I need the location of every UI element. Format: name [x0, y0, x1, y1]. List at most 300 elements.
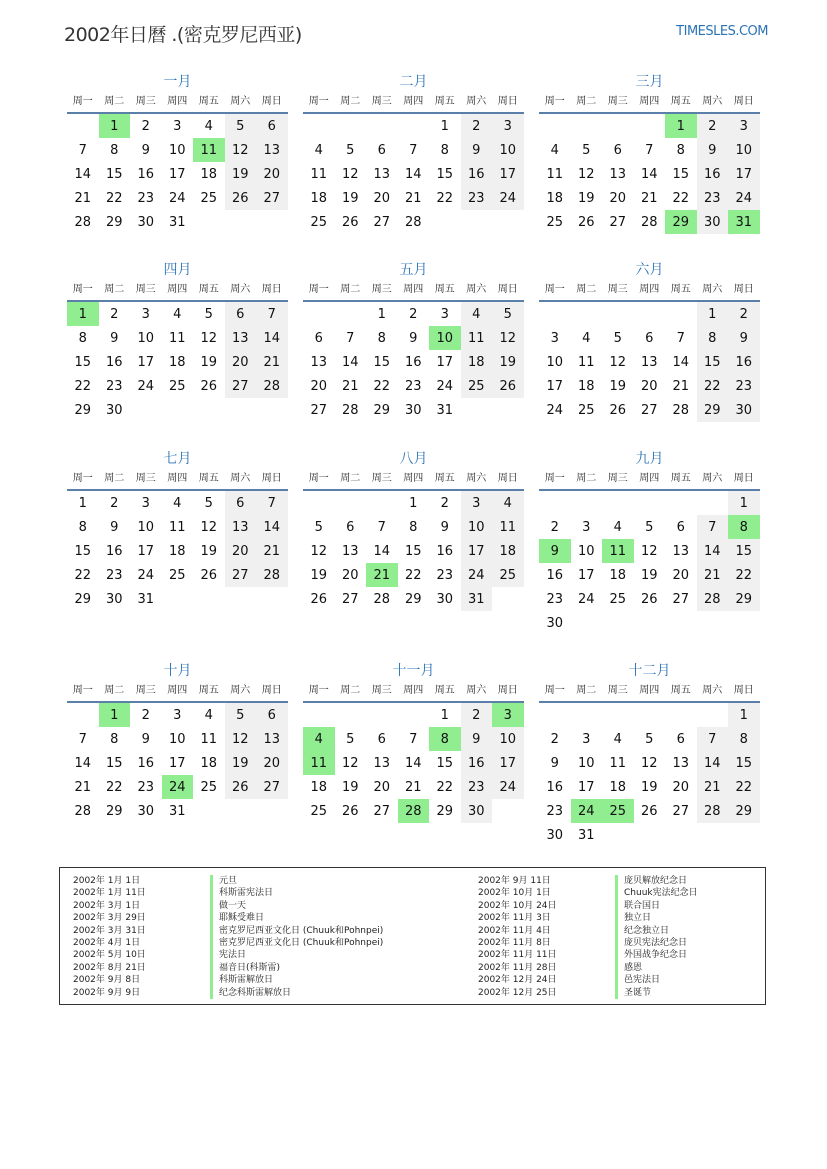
day-cell[interactable]: 23: [461, 775, 493, 799]
day-cell[interactable]: 24: [492, 775, 524, 799]
day-cell[interactable]: 22: [728, 563, 760, 587]
day-cell[interactable]: 20: [373, 190, 391, 206]
day-cell[interactable]: 12: [640, 755, 658, 771]
day-cell[interactable]: 18: [200, 166, 218, 182]
day-cell[interactable]: 16: [436, 543, 454, 559]
holiday-day-cell[interactable]: 9: [539, 539, 571, 563]
holiday-day-cell[interactable]: 8: [429, 727, 461, 751]
day-cell[interactable]: 26: [609, 402, 627, 418]
day-cell[interactable]: 17: [137, 543, 155, 559]
day-cell[interactable]: 10: [137, 519, 155, 535]
day-cell[interactable]: 24: [492, 186, 524, 210]
day-cell[interactable]: 20: [256, 751, 288, 775]
holiday-day-cell[interactable]: 1: [99, 703, 131, 727]
day-cell[interactable]: 26: [640, 591, 658, 607]
day-cell[interactable]: 30: [546, 827, 564, 843]
day-cell[interactable]: 27: [256, 186, 288, 210]
day-cell[interactable]: 15: [672, 166, 690, 182]
day-cell[interactable]: 14: [640, 166, 658, 182]
day-cell[interactable]: 9: [728, 326, 760, 350]
day-cell[interactable]: 12: [200, 519, 218, 535]
day-cell[interactable]: 7: [377, 519, 386, 535]
day-cell[interactable]: 12: [310, 543, 328, 559]
day-cell[interactable]: 14: [672, 354, 690, 370]
day-cell[interactable]: 11: [168, 330, 186, 346]
day-cell[interactable]: 22: [697, 374, 729, 398]
day-cell[interactable]: 6: [676, 519, 685, 535]
day-cell[interactable]: 11: [168, 519, 186, 535]
day-cell[interactable]: 3: [492, 114, 524, 138]
day-cell[interactable]: 26: [310, 591, 328, 607]
holiday-day-cell[interactable]: 21: [366, 563, 398, 587]
day-cell[interactable]: 26: [200, 567, 218, 583]
day-cell[interactable]: 26: [577, 214, 595, 230]
day-cell[interactable]: 11: [310, 166, 328, 182]
day-cell[interactable]: 14: [256, 515, 288, 539]
day-cell[interactable]: 2: [697, 114, 729, 138]
day-cell[interactable]: 18: [168, 543, 186, 559]
day-cell[interactable]: 18: [200, 755, 218, 771]
day-cell[interactable]: 27: [672, 803, 690, 819]
day-cell[interactable]: 8: [409, 519, 418, 535]
day-cell[interactable]: 3: [461, 491, 493, 515]
day-cell[interactable]: 29: [105, 803, 123, 819]
day-cell[interactable]: 23: [105, 567, 123, 583]
day-cell[interactable]: 25: [461, 374, 493, 398]
day-cell[interactable]: 25: [168, 378, 186, 394]
holiday-day-cell[interactable]: 11: [602, 539, 634, 563]
day-cell[interactable]: 14: [697, 539, 729, 563]
day-cell[interactable]: 3: [728, 114, 760, 138]
day-cell[interactable]: 16: [137, 166, 155, 182]
day-cell[interactable]: 23: [461, 186, 493, 210]
day-cell[interactable]: 30: [436, 591, 454, 607]
day-cell[interactable]: 2: [141, 707, 150, 723]
day-cell[interactable]: 22: [74, 378, 92, 394]
day-cell[interactable]: 27: [341, 591, 359, 607]
day-cell[interactable]: 18: [310, 190, 328, 206]
day-cell[interactable]: 29: [404, 591, 422, 607]
day-cell[interactable]: 21: [341, 378, 359, 394]
day-cell[interactable]: 7: [256, 491, 288, 515]
day-cell[interactable]: 29: [436, 803, 454, 819]
day-cell[interactable]: 24: [168, 190, 186, 206]
day-cell[interactable]: 7: [676, 330, 685, 346]
day-cell[interactable]: 9: [461, 138, 493, 162]
day-cell[interactable]: 28: [256, 374, 288, 398]
day-cell[interactable]: 12: [225, 138, 257, 162]
day-cell[interactable]: 16: [105, 354, 123, 370]
day-cell[interactable]: 30: [105, 591, 123, 607]
day-cell[interactable]: 20: [310, 378, 328, 394]
day-cell[interactable]: 13: [225, 515, 257, 539]
day-cell[interactable]: 2: [110, 495, 119, 511]
day-cell[interactable]: 23: [546, 591, 564, 607]
day-cell[interactable]: 7: [645, 142, 654, 158]
day-cell[interactable]: 14: [341, 354, 359, 370]
day-cell[interactable]: 3: [141, 306, 150, 322]
day-cell[interactable]: 30: [461, 799, 493, 823]
day-cell[interactable]: 9: [141, 731, 150, 747]
day-cell[interactable]: 19: [225, 162, 257, 186]
holiday-day-cell[interactable]: 3: [492, 703, 524, 727]
day-cell[interactable]: 22: [373, 378, 391, 394]
day-cell[interactable]: 7: [697, 727, 729, 751]
day-cell[interactable]: 23: [105, 378, 123, 394]
day-cell[interactable]: 2: [461, 114, 493, 138]
day-cell[interactable]: 6: [377, 731, 386, 747]
day-cell[interactable]: 28: [341, 402, 359, 418]
day-cell[interactable]: 17: [436, 354, 454, 370]
day-cell[interactable]: 9: [461, 727, 493, 751]
day-cell[interactable]: 22: [404, 567, 422, 583]
day-cell[interactable]: 7: [256, 302, 288, 326]
day-cell[interactable]: 31: [577, 827, 595, 843]
day-cell[interactable]: 5: [346, 731, 355, 747]
day-cell[interactable]: 28: [373, 591, 391, 607]
day-cell[interactable]: 1: [440, 707, 449, 723]
day-cell[interactable]: 1: [377, 306, 386, 322]
day-cell[interactable]: 23: [546, 803, 564, 819]
day-cell[interactable]: 13: [373, 166, 391, 182]
day-cell[interactable]: 6: [676, 731, 685, 747]
day-cell[interactable]: 19: [341, 190, 359, 206]
day-cell[interactable]: 15: [105, 166, 123, 182]
day-cell[interactable]: 5: [582, 142, 591, 158]
day-cell[interactable]: 10: [728, 138, 760, 162]
day-cell[interactable]: 7: [697, 515, 729, 539]
day-cell[interactable]: 6: [377, 142, 386, 158]
day-cell[interactable]: 18: [609, 567, 627, 583]
day-cell[interactable]: 11: [492, 515, 524, 539]
day-cell[interactable]: 28: [672, 402, 690, 418]
day-cell[interactable]: 30: [546, 615, 564, 631]
holiday-day-cell[interactable]: 28: [398, 799, 430, 823]
day-cell[interactable]: 21: [697, 775, 729, 799]
day-cell[interactable]: 23: [728, 374, 760, 398]
day-cell[interactable]: 11: [577, 354, 595, 370]
day-cell[interactable]: 22: [105, 779, 123, 795]
day-cell[interactable]: 6: [225, 302, 257, 326]
day-cell[interactable]: 29: [74, 591, 92, 607]
day-cell[interactable]: 14: [74, 166, 92, 182]
day-cell[interactable]: 12: [341, 755, 359, 771]
day-cell[interactable]: 15: [728, 751, 760, 775]
day-cell[interactable]: 13: [640, 354, 658, 370]
day-cell[interactable]: 5: [225, 114, 257, 138]
day-cell[interactable]: 2: [461, 703, 493, 727]
day-cell[interactable]: 17: [546, 378, 564, 394]
day-cell[interactable]: 28: [640, 214, 658, 230]
day-cell[interactable]: 9: [697, 138, 729, 162]
day-cell[interactable]: 24: [137, 567, 155, 583]
day-cell[interactable]: 3: [173, 118, 182, 134]
day-cell[interactable]: 4: [492, 491, 524, 515]
day-cell[interactable]: 19: [200, 543, 218, 559]
day-cell[interactable]: 29: [74, 402, 92, 418]
day-cell[interactable]: 18: [609, 779, 627, 795]
day-cell[interactable]: 27: [225, 563, 257, 587]
day-cell[interactable]: 31: [461, 587, 493, 611]
day-cell[interactable]: 4: [314, 142, 323, 158]
day-cell[interactable]: 27: [310, 402, 328, 418]
day-cell[interactable]: 5: [645, 519, 654, 535]
day-cell[interactable]: 1: [728, 491, 760, 515]
day-cell[interactable]: 21: [256, 350, 288, 374]
day-cell[interactable]: 19: [225, 751, 257, 775]
day-cell[interactable]: 13: [256, 138, 288, 162]
day-cell[interactable]: 20: [609, 190, 627, 206]
day-cell[interactable]: 3: [582, 731, 591, 747]
day-cell[interactable]: 21: [256, 539, 288, 563]
day-cell[interactable]: 5: [492, 302, 524, 326]
day-cell[interactable]: 1: [78, 495, 87, 511]
day-cell[interactable]: 15: [436, 166, 454, 182]
day-cell[interactable]: 14: [256, 326, 288, 350]
day-cell[interactable]: 1: [440, 118, 449, 134]
day-cell[interactable]: 20: [256, 162, 288, 186]
day-cell[interactable]: 19: [492, 350, 524, 374]
day-cell[interactable]: 21: [74, 779, 92, 795]
day-cell[interactable]: 27: [672, 591, 690, 607]
holiday-day-cell[interactable]: 31: [728, 210, 760, 234]
day-cell[interactable]: 17: [492, 751, 524, 775]
day-cell[interactable]: 25: [168, 567, 186, 583]
day-cell[interactable]: 6: [225, 491, 257, 515]
day-cell[interactable]: 22: [74, 567, 92, 583]
day-cell[interactable]: 2: [728, 302, 760, 326]
day-cell[interactable]: 18: [461, 350, 493, 374]
day-cell[interactable]: 31: [436, 402, 454, 418]
day-cell[interactable]: 15: [105, 755, 123, 771]
holiday-day-cell[interactable]: 1: [665, 114, 697, 138]
day-cell[interactable]: 19: [341, 779, 359, 795]
day-cell[interactable]: 10: [546, 354, 564, 370]
day-cell[interactable]: 18: [546, 190, 564, 206]
day-cell[interactable]: 19: [577, 190, 595, 206]
day-cell[interactable]: 8: [377, 330, 386, 346]
day-cell[interactable]: 9: [110, 519, 119, 535]
day-cell[interactable]: 16: [461, 162, 493, 186]
day-cell[interactable]: 25: [609, 591, 627, 607]
day-cell[interactable]: 15: [404, 543, 422, 559]
day-cell[interactable]: 6: [256, 114, 288, 138]
day-cell[interactable]: 10: [137, 330, 155, 346]
day-cell[interactable]: 9: [110, 330, 119, 346]
day-cell[interactable]: 31: [137, 591, 155, 607]
holiday-day-cell[interactable]: 24: [571, 799, 603, 823]
day-cell[interactable]: 29: [105, 214, 123, 230]
holiday-day-cell[interactable]: 1: [99, 114, 131, 138]
day-cell[interactable]: 14: [697, 751, 729, 775]
day-cell[interactable]: 10: [577, 755, 595, 771]
holiday-day-cell[interactable]: 11: [303, 751, 335, 775]
day-cell[interactable]: 1: [697, 302, 729, 326]
day-cell[interactable]: 7: [346, 330, 355, 346]
day-cell[interactable]: 15: [436, 755, 454, 771]
day-cell[interactable]: 28: [74, 803, 92, 819]
holiday-day-cell[interactable]: 8: [728, 515, 760, 539]
day-cell[interactable]: 8: [78, 519, 87, 535]
day-cell[interactable]: 30: [137, 803, 155, 819]
holiday-day-cell[interactable]: 25: [602, 799, 634, 823]
day-cell[interactable]: 4: [204, 707, 213, 723]
day-cell[interactable]: 4: [461, 302, 493, 326]
day-cell[interactable]: 8: [676, 142, 685, 158]
day-cell[interactable]: 10: [168, 142, 186, 158]
day-cell[interactable]: 17: [492, 162, 524, 186]
holiday-day-cell[interactable]: 4: [303, 727, 335, 751]
day-cell[interactable]: 19: [310, 567, 328, 583]
day-cell[interactable]: 8: [440, 142, 449, 158]
day-cell[interactable]: 5: [613, 330, 622, 346]
day-cell[interactable]: 2: [110, 306, 119, 322]
day-cell[interactable]: 17: [577, 567, 595, 583]
day-cell[interactable]: 11: [461, 326, 493, 350]
day-cell[interactable]: 13: [672, 755, 690, 771]
day-cell[interactable]: 1: [409, 495, 418, 511]
day-cell[interactable]: 4: [204, 118, 213, 134]
day-cell[interactable]: 15: [728, 539, 760, 563]
day-cell[interactable]: 13: [341, 543, 359, 559]
day-cell[interactable]: 13: [256, 727, 288, 751]
day-cell[interactable]: 21: [697, 563, 729, 587]
day-cell[interactable]: 27: [609, 214, 627, 230]
day-cell[interactable]: 23: [137, 779, 155, 795]
day-cell[interactable]: 4: [613, 519, 622, 535]
day-cell[interactable]: 28: [256, 563, 288, 587]
day-cell[interactable]: 26: [640, 803, 658, 819]
day-cell[interactable]: 17: [577, 779, 595, 795]
day-cell[interactable]: 29: [697, 398, 729, 422]
day-cell[interactable]: 17: [137, 354, 155, 370]
day-cell[interactable]: 15: [697, 350, 729, 374]
day-cell[interactable]: 26: [225, 186, 257, 210]
day-cell[interactable]: 5: [225, 703, 257, 727]
holiday-day-cell[interactable]: 29: [665, 210, 697, 234]
day-cell[interactable]: 15: [373, 354, 391, 370]
day-cell[interactable]: 20: [225, 539, 257, 563]
day-cell[interactable]: 20: [640, 378, 658, 394]
day-cell[interactable]: 21: [672, 378, 690, 394]
day-cell[interactable]: 28: [697, 587, 729, 611]
day-cell[interactable]: 12: [492, 326, 524, 350]
day-cell[interactable]: 13: [672, 543, 690, 559]
day-cell[interactable]: 29: [728, 587, 760, 611]
day-cell[interactable]: 12: [341, 166, 359, 182]
day-cell[interactable]: 16: [546, 779, 564, 795]
day-cell[interactable]: 30: [404, 402, 422, 418]
day-cell[interactable]: 10: [492, 138, 524, 162]
day-cell[interactable]: 10: [577, 543, 595, 559]
day-cell[interactable]: 29: [373, 402, 391, 418]
day-cell[interactable]: 26: [492, 374, 524, 398]
day-cell[interactable]: 5: [346, 142, 355, 158]
day-cell[interactable]: 8: [110, 731, 119, 747]
day-cell[interactable]: 17: [168, 755, 186, 771]
day-cell[interactable]: 13: [225, 326, 257, 350]
day-cell[interactable]: 20: [672, 779, 690, 795]
day-cell[interactable]: 19: [200, 354, 218, 370]
day-cell[interactable]: 20: [373, 779, 391, 795]
day-cell[interactable]: 3: [141, 495, 150, 511]
day-cell[interactable]: 18: [492, 539, 524, 563]
day-cell[interactable]: 18: [310, 779, 328, 795]
day-cell[interactable]: 10: [461, 515, 493, 539]
day-cell[interactable]: 25: [546, 214, 564, 230]
day-cell[interactable]: 14: [404, 755, 422, 771]
day-cell[interactable]: 3: [550, 330, 559, 346]
day-cell[interactable]: 18: [168, 354, 186, 370]
day-cell[interactable]: 16: [697, 162, 729, 186]
day-cell[interactable]: 10: [492, 727, 524, 751]
day-cell[interactable]: 2: [141, 118, 150, 134]
day-cell[interactable]: 8: [697, 326, 729, 350]
day-cell[interactable]: 23: [436, 567, 454, 583]
day-cell[interactable]: 5: [314, 519, 323, 535]
holiday-day-cell[interactable]: 24: [162, 775, 194, 799]
day-cell[interactable]: 21: [640, 190, 658, 206]
day-cell[interactable]: 11: [609, 755, 627, 771]
day-cell[interactable]: 7: [409, 142, 418, 158]
day-cell[interactable]: 19: [640, 779, 658, 795]
day-cell[interactable]: 21: [404, 779, 422, 795]
day-cell[interactable]: 5: [645, 731, 654, 747]
day-cell[interactable]: 28: [697, 799, 729, 823]
day-cell[interactable]: 20: [225, 350, 257, 374]
day-cell[interactable]: 12: [225, 727, 257, 751]
day-cell[interactable]: 25: [492, 563, 524, 587]
day-cell[interactable]: 4: [582, 330, 591, 346]
day-cell[interactable]: 22: [436, 190, 454, 206]
day-cell[interactable]: 30: [137, 214, 155, 230]
day-cell[interactable]: 26: [200, 378, 218, 394]
day-cell[interactable]: 16: [728, 350, 760, 374]
day-cell[interactable]: 8: [110, 142, 119, 158]
day-cell[interactable]: 8: [78, 330, 87, 346]
day-cell[interactable]: 25: [200, 779, 218, 795]
day-cell[interactable]: 3: [173, 707, 182, 723]
day-cell[interactable]: 7: [409, 731, 418, 747]
day-cell[interactable]: 22: [672, 190, 690, 206]
day-cell[interactable]: 23: [697, 186, 729, 210]
day-cell[interactable]: 16: [546, 567, 564, 583]
day-cell[interactable]: 22: [105, 190, 123, 206]
day-cell[interactable]: 16: [404, 354, 422, 370]
day-cell[interactable]: 24: [546, 402, 564, 418]
day-cell[interactable]: 24: [461, 563, 493, 587]
day-cell[interactable]: 24: [137, 378, 155, 394]
day-cell[interactable]: 12: [609, 354, 627, 370]
day-cell[interactable]: 21: [404, 190, 422, 206]
day-cell[interactable]: 12: [577, 166, 595, 182]
day-cell[interactable]: 25: [577, 402, 595, 418]
day-cell[interactable]: 12: [200, 330, 218, 346]
day-cell[interactable]: 31: [168, 214, 186, 230]
day-cell[interactable]: 16: [105, 543, 123, 559]
day-cell[interactable]: 23: [137, 190, 155, 206]
day-cell[interactable]: 9: [409, 330, 418, 346]
holiday-day-cell[interactable]: 10: [429, 326, 461, 350]
day-cell[interactable]: 6: [346, 519, 355, 535]
day-cell[interactable]: 19: [640, 567, 658, 583]
day-cell[interactable]: 13: [373, 755, 391, 771]
day-cell[interactable]: 17: [168, 166, 186, 182]
day-cell[interactable]: 9: [550, 755, 559, 771]
day-cell[interactable]: 23: [404, 378, 422, 394]
day-cell[interactable]: 14: [404, 166, 422, 182]
day-cell[interactable]: 16: [461, 751, 493, 775]
